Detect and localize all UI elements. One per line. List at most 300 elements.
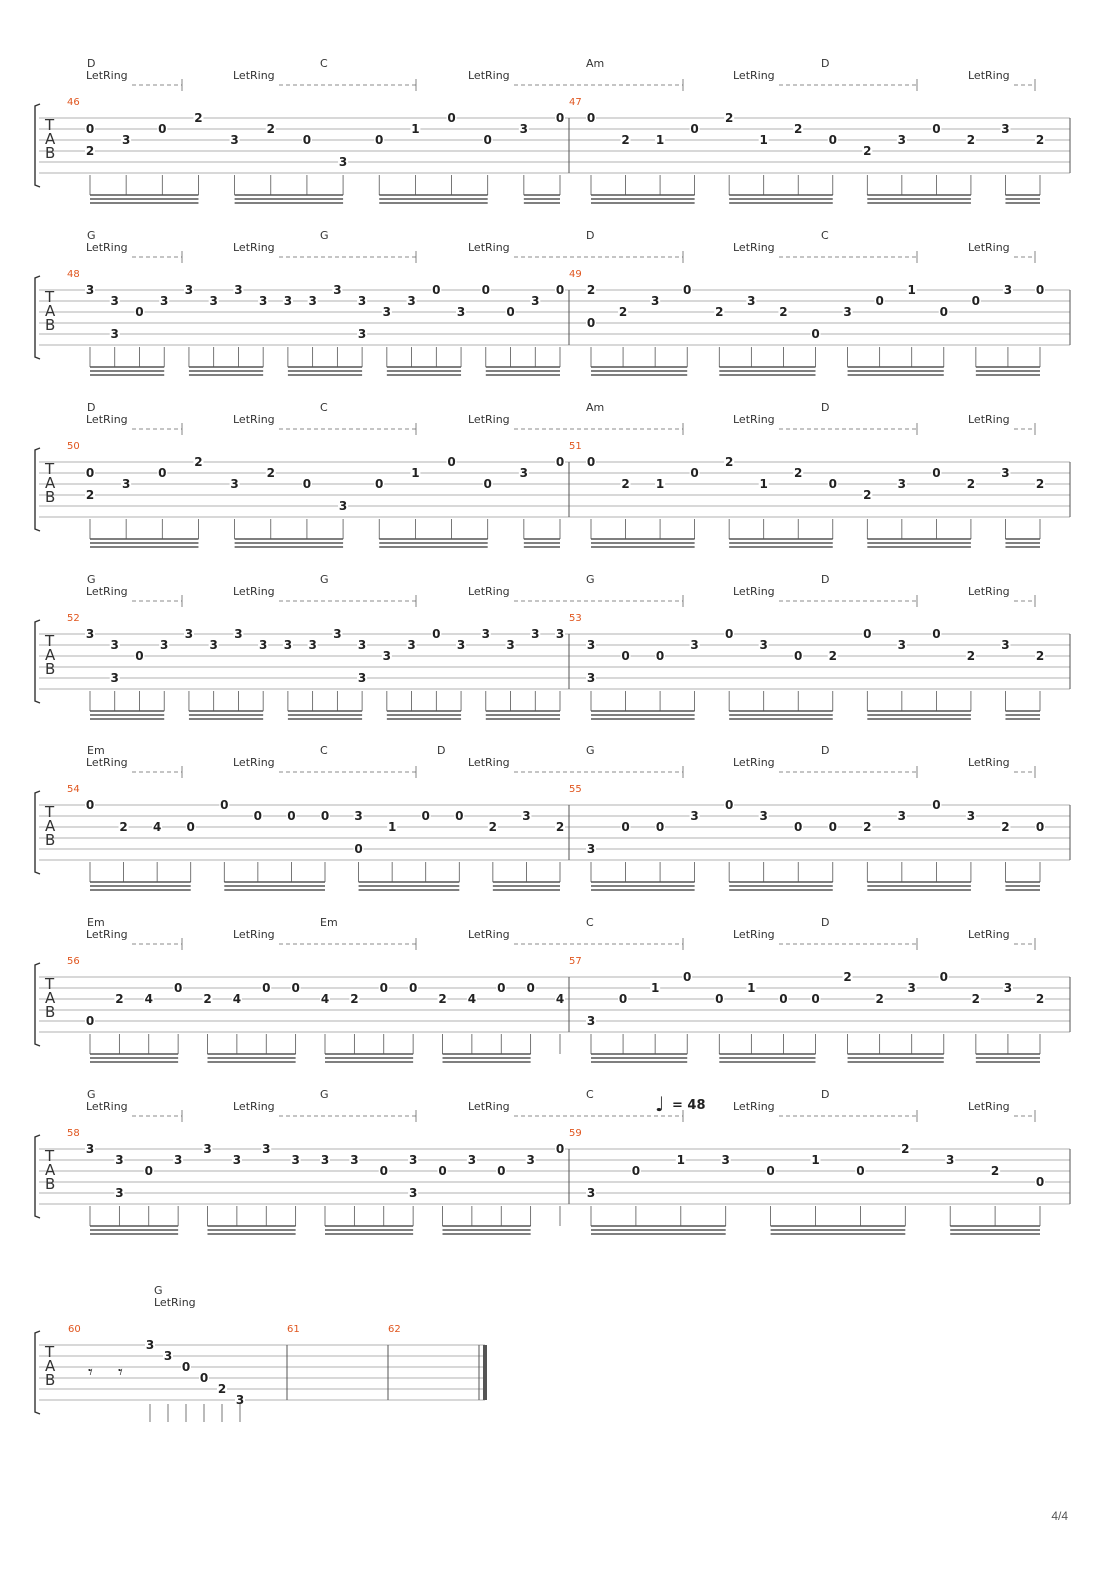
tab-clef-letter: B: [45, 831, 56, 849]
fret-number: 2: [266, 122, 275, 136]
fret-number: 0: [621, 820, 630, 834]
fret-number: 3: [121, 133, 131, 147]
let-ring-label: LetRing: [86, 241, 128, 254]
chord-name: Em: [87, 744, 105, 757]
fret-number: 0: [181, 1360, 191, 1374]
fret-number: 0: [690, 466, 699, 480]
fret-number: 3: [121, 477, 131, 491]
fret-number: 0: [253, 809, 263, 823]
fret-number: 3: [308, 294, 317, 308]
fret-number: 3: [407, 294, 416, 308]
fret-number: 0: [506, 305, 515, 319]
fret-number: 3: [519, 122, 529, 136]
let-ring-label: LetRing: [233, 585, 275, 598]
fret-number: 2: [115, 992, 124, 1006]
fret-number: 2: [618, 305, 628, 319]
fret-number: 0: [555, 111, 565, 125]
fret-number: 3: [291, 1153, 300, 1167]
fret-number: 0: [779, 992, 788, 1006]
fret-number: 2: [715, 305, 724, 319]
fret-number: 0: [586, 111, 596, 125]
fret-number: 3: [721, 1153, 730, 1167]
let-ring-label: LetRing: [968, 756, 1010, 769]
fret-number: 0: [1035, 1175, 1045, 1189]
let-ring-label: LetRing: [733, 69, 775, 82]
tab-clef-letter: B: [45, 488, 56, 506]
fret-number: 3: [333, 627, 342, 641]
fret-number: 3: [115, 1153, 124, 1167]
fret-number: 3: [357, 327, 367, 341]
let-ring-label: LetRing: [86, 69, 128, 82]
fret-number: 0: [483, 477, 492, 491]
let-ring-label: LetRing: [468, 413, 510, 426]
let-ring-label: LetRing: [968, 1100, 1010, 1113]
fret-number: 3: [232, 1153, 242, 1167]
fret-number: 4: [555, 992, 565, 1006]
fret-number: 3: [338, 499, 348, 513]
fret-number: 3: [1001, 122, 1010, 136]
tab-clef-letter: T: [45, 1147, 55, 1165]
fret-number: 0: [526, 981, 535, 995]
fret-number: 3: [283, 638, 293, 652]
fret-number: 3: [408, 1186, 418, 1200]
chord-name: C: [320, 744, 328, 757]
let-ring-label: LetRing: [154, 1296, 196, 1309]
fret-number: 4: [232, 992, 242, 1006]
fret-number: 0: [447, 111, 456, 125]
fret-number: 1: [387, 820, 397, 834]
fret-number: 2: [350, 992, 359, 1006]
let-ring-label: LetRing: [733, 241, 775, 254]
measure-number: 54: [67, 784, 80, 795]
tab-clef-letter: A: [45, 646, 56, 664]
fret-number: 0: [408, 981, 418, 995]
fret-number: 2: [438, 992, 447, 1006]
tempo-note: ♩: [655, 1092, 665, 1116]
fret-number: 0: [828, 133, 837, 147]
chord-name: Em: [320, 916, 338, 929]
fret-number: 0: [455, 809, 464, 823]
chord-name: G: [586, 744, 595, 757]
measure-number: 50: [67, 441, 80, 452]
tab-clef-letter: A: [45, 1357, 56, 1375]
fret-number: 3: [456, 638, 466, 652]
let-ring-label: LetRing: [733, 756, 775, 769]
fret-number: 3: [586, 671, 596, 685]
fret-number: 2: [555, 820, 565, 834]
fret-number: 0: [586, 455, 596, 469]
fret-number: 2: [875, 992, 884, 1006]
let-ring-label: LetRing: [468, 241, 510, 254]
fret-number: 0: [320, 809, 330, 823]
fret-number: 2: [843, 970, 852, 984]
fret-number: 3: [262, 1142, 271, 1156]
fret-number: 3: [586, 638, 596, 652]
fret-number: 3: [110, 294, 119, 308]
fret-number: 3: [258, 638, 268, 652]
fret-number: 0: [85, 122, 95, 136]
fret-number: 2: [266, 466, 275, 480]
fret-number: 3: [897, 638, 907, 652]
fret-number: 0: [144, 1164, 153, 1178]
fret-number: 3: [173, 1153, 183, 1167]
fret-number: 0: [631, 1164, 641, 1178]
fret-number: 1: [411, 466, 420, 480]
let-ring-label: LetRing: [86, 1100, 128, 1113]
fret-number: 0: [135, 649, 144, 663]
chord-name: C: [320, 57, 328, 70]
fret-number: 2: [1035, 133, 1045, 147]
chord-name: C: [821, 229, 829, 242]
fret-number: 3: [230, 477, 239, 491]
chord-name: D: [821, 57, 830, 70]
fret-number: 3: [160, 638, 169, 652]
fret-number: 0: [302, 133, 312, 147]
fret-number: 2: [794, 466, 803, 480]
eighth-rest: 𝄾: [88, 1362, 93, 1383]
fret-number: 3: [338, 155, 348, 169]
system-bracket: [35, 104, 40, 187]
chord-name: D: [821, 744, 830, 757]
fret-number: 3: [690, 809, 699, 823]
let-ring-label: LetRing: [233, 1100, 275, 1113]
let-ring-label: LetRing: [233, 241, 275, 254]
fret-number: 2: [1035, 477, 1045, 491]
tab-clef-letter: A: [45, 302, 56, 320]
chord-name: C: [320, 401, 328, 414]
chord-name: G: [87, 1088, 96, 1101]
fret-number: 3: [85, 1142, 95, 1156]
fret-number: 0: [828, 477, 837, 491]
fret-number: 0: [939, 305, 948, 319]
fret-number: 0: [432, 627, 441, 641]
measure-number: 46: [67, 97, 80, 108]
fret-number: 2: [966, 477, 976, 491]
fret-number: 0: [438, 1164, 447, 1178]
fret-number: 0: [85, 1014, 95, 1028]
fret-number: 0: [971, 294, 981, 308]
fret-number: 3: [759, 809, 768, 823]
fret-number: 0: [85, 798, 95, 812]
let-ring-label: LetRing: [86, 585, 128, 598]
fret-number: 3: [163, 1349, 173, 1363]
let-ring-label: LetRing: [968, 241, 1010, 254]
fret-number: 2: [119, 820, 128, 834]
fret-number: 3: [357, 671, 367, 685]
fret-number: 3: [283, 294, 293, 308]
tab-system: [35, 229, 1070, 375]
chord-name: D: [821, 916, 830, 929]
fret-number: 3: [234, 283, 243, 297]
fret-number: 0: [724, 798, 734, 812]
fret-number: 2: [85, 488, 95, 502]
fret-number: 3: [586, 842, 596, 856]
let-ring-label: LetRing: [968, 585, 1010, 598]
system-bracket: [35, 791, 40, 874]
fret-number: 3: [85, 283, 95, 297]
tab-clef-letter: A: [45, 989, 56, 1007]
let-ring-label: LetRing: [733, 413, 775, 426]
fret-number: 1: [811, 1153, 820, 1167]
chord-name: Am: [586, 401, 605, 414]
chord-name: D: [821, 401, 830, 414]
fret-number: 3: [85, 627, 95, 641]
fret-number: 0: [497, 981, 506, 995]
fret-number: 2: [724, 455, 734, 469]
fret-number: 3: [467, 1153, 477, 1167]
fret-number: 0: [932, 798, 941, 812]
fret-number: 3: [308, 638, 317, 652]
fret-number: 2: [779, 305, 788, 319]
fret-number: 0: [158, 466, 167, 480]
fret-number: 0: [932, 627, 941, 641]
fret-number: 1: [650, 981, 660, 995]
fret-number: 1: [676, 1153, 685, 1167]
tab-clef-letter: B: [45, 1175, 56, 1193]
fret-number: 0: [447, 455, 456, 469]
fret-number: 0: [220, 798, 229, 812]
fret-number: 0: [863, 627, 872, 641]
fret-number: 3: [531, 294, 540, 308]
fret-number: 3: [160, 294, 169, 308]
fret-number: 1: [655, 477, 665, 491]
fret-number: 0: [828, 820, 837, 834]
fret-number: 0: [379, 981, 388, 995]
fret-number: 2: [966, 133, 976, 147]
fret-number: 0: [291, 981, 300, 995]
fret-number: 2: [990, 1164, 1000, 1178]
fret-number: 3: [184, 627, 194, 641]
fret-number: 3: [522, 809, 531, 823]
let-ring-label: LetRing: [233, 69, 275, 82]
chord-name: G: [154, 1284, 163, 1297]
tab-clef-letter: T: [45, 288, 55, 306]
tab-clef-letter: A: [45, 1161, 56, 1179]
fret-number: 0: [932, 466, 941, 480]
fret-number: 1: [411, 122, 420, 136]
system-bracket: [35, 276, 40, 359]
let-ring-label: LetRing: [86, 756, 128, 769]
measure-number: 49: [569, 269, 582, 280]
fret-number: 4: [320, 992, 330, 1006]
fret-number: 0: [432, 283, 441, 297]
tab-clef-letter: T: [45, 975, 55, 993]
fret-number: 0: [690, 122, 699, 136]
let-ring-label: LetRing: [468, 1100, 510, 1113]
fret-number: 1: [759, 133, 768, 147]
let-ring-label: LetRing: [233, 928, 275, 941]
measure-number: 48: [67, 269, 80, 280]
fret-number: 2: [863, 144, 872, 158]
fret-number: 3: [333, 283, 342, 297]
fret-number: 3: [456, 305, 466, 319]
fret-number: 0: [135, 305, 144, 319]
fret-number: 3: [1003, 283, 1013, 297]
let-ring-label: LetRing: [733, 1100, 775, 1113]
fret-number: 2: [194, 111, 203, 125]
let-ring-label: LetRing: [233, 413, 275, 426]
tab-clef-letter: T: [45, 632, 55, 650]
fret-number: 3: [110, 638, 119, 652]
let-ring-label: LetRing: [233, 756, 275, 769]
fret-number: 4: [144, 992, 153, 1006]
fret-number: 0: [811, 992, 820, 1006]
tab-clef-letter: A: [45, 817, 56, 835]
fret-number: 0: [302, 477, 312, 491]
tab-clef-letter: B: [45, 144, 56, 162]
fret-number: 0: [199, 1371, 209, 1385]
tab-clef-letter: B: [45, 1003, 56, 1021]
fret-number: 3: [519, 466, 529, 480]
chord-name: D: [821, 1088, 830, 1101]
fret-number: 3: [897, 133, 907, 147]
fret-number: 3: [382, 649, 392, 663]
fret-number: 0: [655, 649, 665, 663]
fret-number: 0: [1035, 283, 1045, 297]
fret-number: 0: [794, 649, 803, 663]
fret-number: 0: [621, 649, 630, 663]
let-ring-label: LetRing: [968, 928, 1010, 941]
fret-number: 0: [497, 1164, 506, 1178]
fret-number: 3: [354, 809, 363, 823]
fret-number: 3: [110, 327, 119, 341]
tab-clef-letter: B: [45, 316, 56, 334]
fret-number: 2: [1035, 992, 1045, 1006]
measure-number: 59: [569, 1128, 582, 1139]
fret-number: 3: [897, 477, 907, 491]
fret-number: 0: [1035, 820, 1045, 834]
tab-clef-letter: T: [45, 116, 55, 134]
chord-name: G: [320, 1088, 329, 1101]
fret-number: 2: [966, 649, 976, 663]
fret-number: 0: [287, 809, 296, 823]
tab-system: [35, 1284, 485, 1422]
tab-clef-letter: T: [45, 460, 55, 478]
system-bracket: [35, 620, 40, 703]
fret-number: 1: [655, 133, 665, 147]
let-ring-label: LetRing: [86, 928, 128, 941]
fret-number: 0: [375, 477, 384, 491]
tab-system: [35, 1088, 1070, 1234]
system-bracket: [35, 1135, 40, 1218]
tab-clef-letter: B: [45, 1371, 56, 1389]
fret-number: 3: [1001, 638, 1010, 652]
fret-number: 0: [932, 122, 941, 136]
fret-number: 2: [863, 820, 872, 834]
fret-number: 2: [85, 144, 95, 158]
measure-number: 57: [569, 956, 582, 967]
fret-number: 3: [382, 305, 392, 319]
fret-number: 3: [690, 638, 699, 652]
fret-number: 3: [747, 294, 756, 308]
fret-number: 3: [506, 638, 515, 652]
chord-name: D: [87, 57, 96, 70]
tab-system: [35, 744, 1070, 890]
fret-number: 3: [407, 638, 416, 652]
fret-number: 0: [421, 809, 430, 823]
chord-name: G: [320, 573, 329, 586]
fret-number: 3: [235, 1393, 245, 1407]
tab-clef-letter: A: [45, 130, 56, 148]
fret-number: 0: [379, 1164, 388, 1178]
tab-system: [35, 57, 1070, 203]
fret-number: 0: [875, 294, 884, 308]
tab-system: [35, 916, 1070, 1062]
fret-number: 3: [209, 638, 218, 652]
fret-number: 0: [766, 1164, 775, 1178]
tab-clef-letter: A: [45, 474, 56, 492]
fret-number: 3: [526, 1153, 535, 1167]
chord-name: D: [821, 573, 830, 586]
fret-number: 3: [1001, 466, 1010, 480]
let-ring-label: LetRing: [733, 585, 775, 598]
chord-name: G: [586, 573, 595, 586]
fret-number: 0: [173, 981, 183, 995]
chord-name: D: [87, 401, 96, 414]
fret-number: 2: [1035, 649, 1045, 663]
fret-number: 3: [230, 133, 239, 147]
let-ring-label: LetRing: [733, 928, 775, 941]
chord-name: D: [586, 229, 595, 242]
let-ring-label: LetRing: [468, 756, 510, 769]
measure-number: 62: [388, 1324, 401, 1335]
fret-number: 3: [586, 1014, 596, 1028]
fret-number: 0: [586, 316, 596, 330]
fret-number: 3: [234, 627, 243, 641]
fret-number: 2: [217, 1382, 227, 1396]
tab-clef-letter: T: [45, 1343, 55, 1361]
fret-number: 0: [555, 283, 565, 297]
measure-number: 47: [569, 97, 582, 108]
fret-number: 0: [85, 466, 95, 480]
measure-number: 58: [67, 1128, 80, 1139]
fret-number: 0: [483, 133, 492, 147]
chord-name: Am: [586, 57, 605, 70]
fret-number: 0: [158, 122, 167, 136]
fret-number: 0: [555, 1142, 565, 1156]
fret-number: 2: [586, 283, 596, 297]
fret-number: 2: [203, 992, 212, 1006]
fret-number: 3: [209, 294, 218, 308]
fret-number: 1: [747, 981, 756, 995]
let-ring-label: LetRing: [968, 413, 1010, 426]
fret-number: 0: [618, 992, 628, 1006]
fret-number: 3: [320, 1153, 330, 1167]
fret-number: 3: [145, 1338, 155, 1352]
fret-number: 3: [966, 809, 976, 823]
fret-number: 0: [856, 1164, 865, 1178]
fret-number: 3: [258, 294, 268, 308]
fret-number: 3: [650, 294, 660, 308]
tab-system: [35, 573, 1070, 719]
measure-number: 56: [67, 956, 80, 967]
fret-number: 4: [152, 820, 162, 834]
fret-number: 2: [724, 111, 734, 125]
chord-name: Em: [87, 916, 105, 929]
fret-number: 2: [863, 488, 872, 502]
fret-number: 3: [350, 1153, 359, 1167]
system-bracket: [35, 448, 40, 531]
let-ring-label: LetRing: [968, 69, 1010, 82]
chord-name: G: [87, 573, 96, 586]
fret-number: 4: [467, 992, 477, 1006]
fret-number: 2: [901, 1142, 910, 1156]
fret-number: 0: [481, 283, 490, 297]
fret-number: 0: [262, 981, 271, 995]
chord-name: C: [586, 916, 594, 929]
fret-number: 3: [907, 981, 916, 995]
fret-number: 0: [555, 455, 565, 469]
